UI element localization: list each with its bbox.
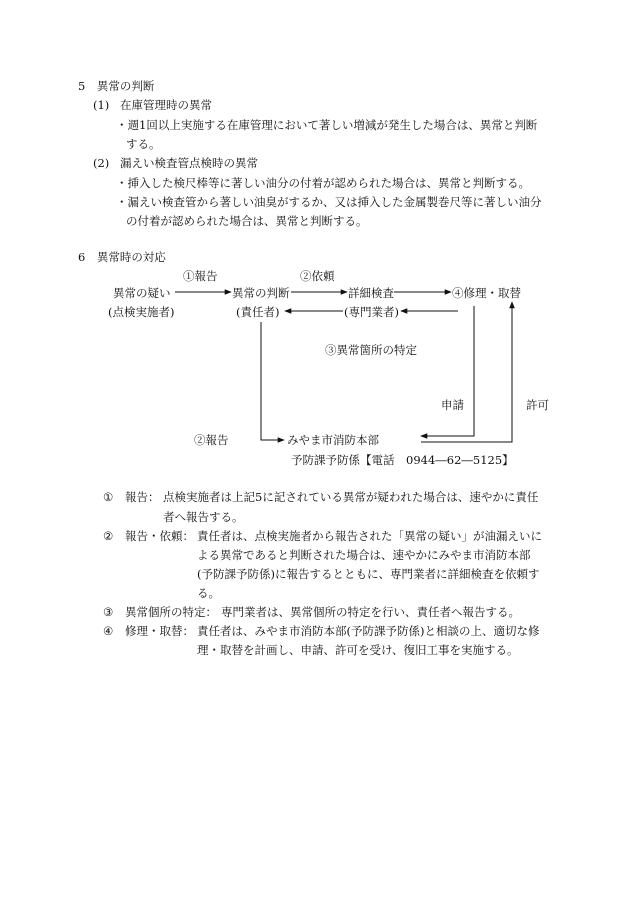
flow-node-inspect: 詳細検査 [348, 286, 394, 300]
section5-heading: 5 異常の判断 [78, 79, 155, 93]
note-4-term: 修理・取替： [125, 624, 194, 638]
arrow-permit-to-repair [421, 302, 512, 442]
flow-label-permit: 許可 [526, 398, 549, 412]
note-3-term: 異常個所の特定： [125, 605, 217, 619]
note-2-line3: (予防課予防係)に報告するとともに、専門業者に詳細検査を依頼す [197, 567, 540, 581]
flow-node-suspect-actor: (点検実施者) [108, 305, 175, 319]
note-2-line1: 責任者は、点検実施者から報告された「異常の疑い」が油漏えいに [197, 529, 542, 543]
flow-label-report2: ②報告 [194, 433, 229, 447]
flow-node-repair: ④修理・取替 [452, 286, 521, 300]
flow-label-report1: ①報告 [183, 269, 218, 283]
flow-node-judge-actor: (責任者) [236, 305, 280, 319]
section5-sub1-bullet-line2: する。 [126, 137, 161, 151]
note-4-number: ④ [103, 624, 114, 638]
flow-label-request2: ②依頼 [300, 269, 335, 283]
flow-node-fire-dept: みやま市消防本部 [287, 433, 379, 447]
note-1-term: 報告： [125, 490, 160, 504]
section5-sub2-label: (2) [93, 156, 110, 170]
note-3-line1: 専門業者は、異常個所の特定を行い、責任者へ報告する。 [221, 605, 520, 619]
flow-node-fire-section: 予防課予防係【電話 0944―62―5125】 [291, 453, 514, 467]
arrow-apply-to-fire-dept [421, 306, 474, 436]
note-1-number: ① [103, 490, 114, 504]
note-1-line2: 者へ報告する。 [163, 510, 244, 524]
flow-label-apply: 申請 [441, 398, 464, 412]
note-2-number: ② [103, 529, 114, 543]
section5-sub2-bullet2-line2: の付着が認められた場合は、異常と判断する。 [126, 214, 368, 228]
note-3-number: ③ [103, 605, 114, 619]
section5-sub2-title: 漏えい検査管点検時の異常 [120, 156, 258, 170]
flow-node-suspect: 異常の疑い [113, 286, 171, 300]
note-2-term: 報告・依頼： [125, 529, 194, 543]
section5-sub1-label: (1) [93, 98, 110, 112]
note-4-line1: 責任者は、みやま市消防本部(予防課予防係)と相談の上、適切な修 [197, 624, 540, 638]
section5-sub2-bullet1: ・挿入した検尺棒等に著しい油分の付着が認められた場合は、異常と判断する。 [116, 176, 530, 190]
note-4-line2: 理・取替を計画し、申請、許可を受け、復旧工事を実施する。 [197, 643, 519, 657]
note-2-line2: よる異常であると判断された場合は、速やかにみやま市消防本部 [197, 548, 531, 562]
note-1-line1: 点検実施者は上記5に記されている異常が疑われた場合は、速やかに責任 [163, 490, 539, 504]
flow-node-judge: 異常の判断 [232, 286, 290, 300]
flow-label-locate3: ③異常箇所の特定 [325, 343, 417, 357]
section5-sub1-title: 在庫管理時の異常 [120, 98, 212, 112]
note-2-line4: る。 [197, 586, 220, 600]
section5-sub2-bullet2-line1: ・漏えい検査管から著しい油臭がするか、又は挿入した金属製巻尺等に著しい油分 [116, 195, 542, 209]
section5-sub1-bullet-line1: ・週1回以上実施する在庫管理において著しい増減が発生した場合は、異常と判断 [116, 118, 538, 132]
section6-heading: 6 異常時の対応 [78, 250, 166, 264]
arrow-manager-to-fire-dept [261, 322, 284, 440]
flow-node-inspect-actor: (専門業者) [344, 305, 399, 319]
